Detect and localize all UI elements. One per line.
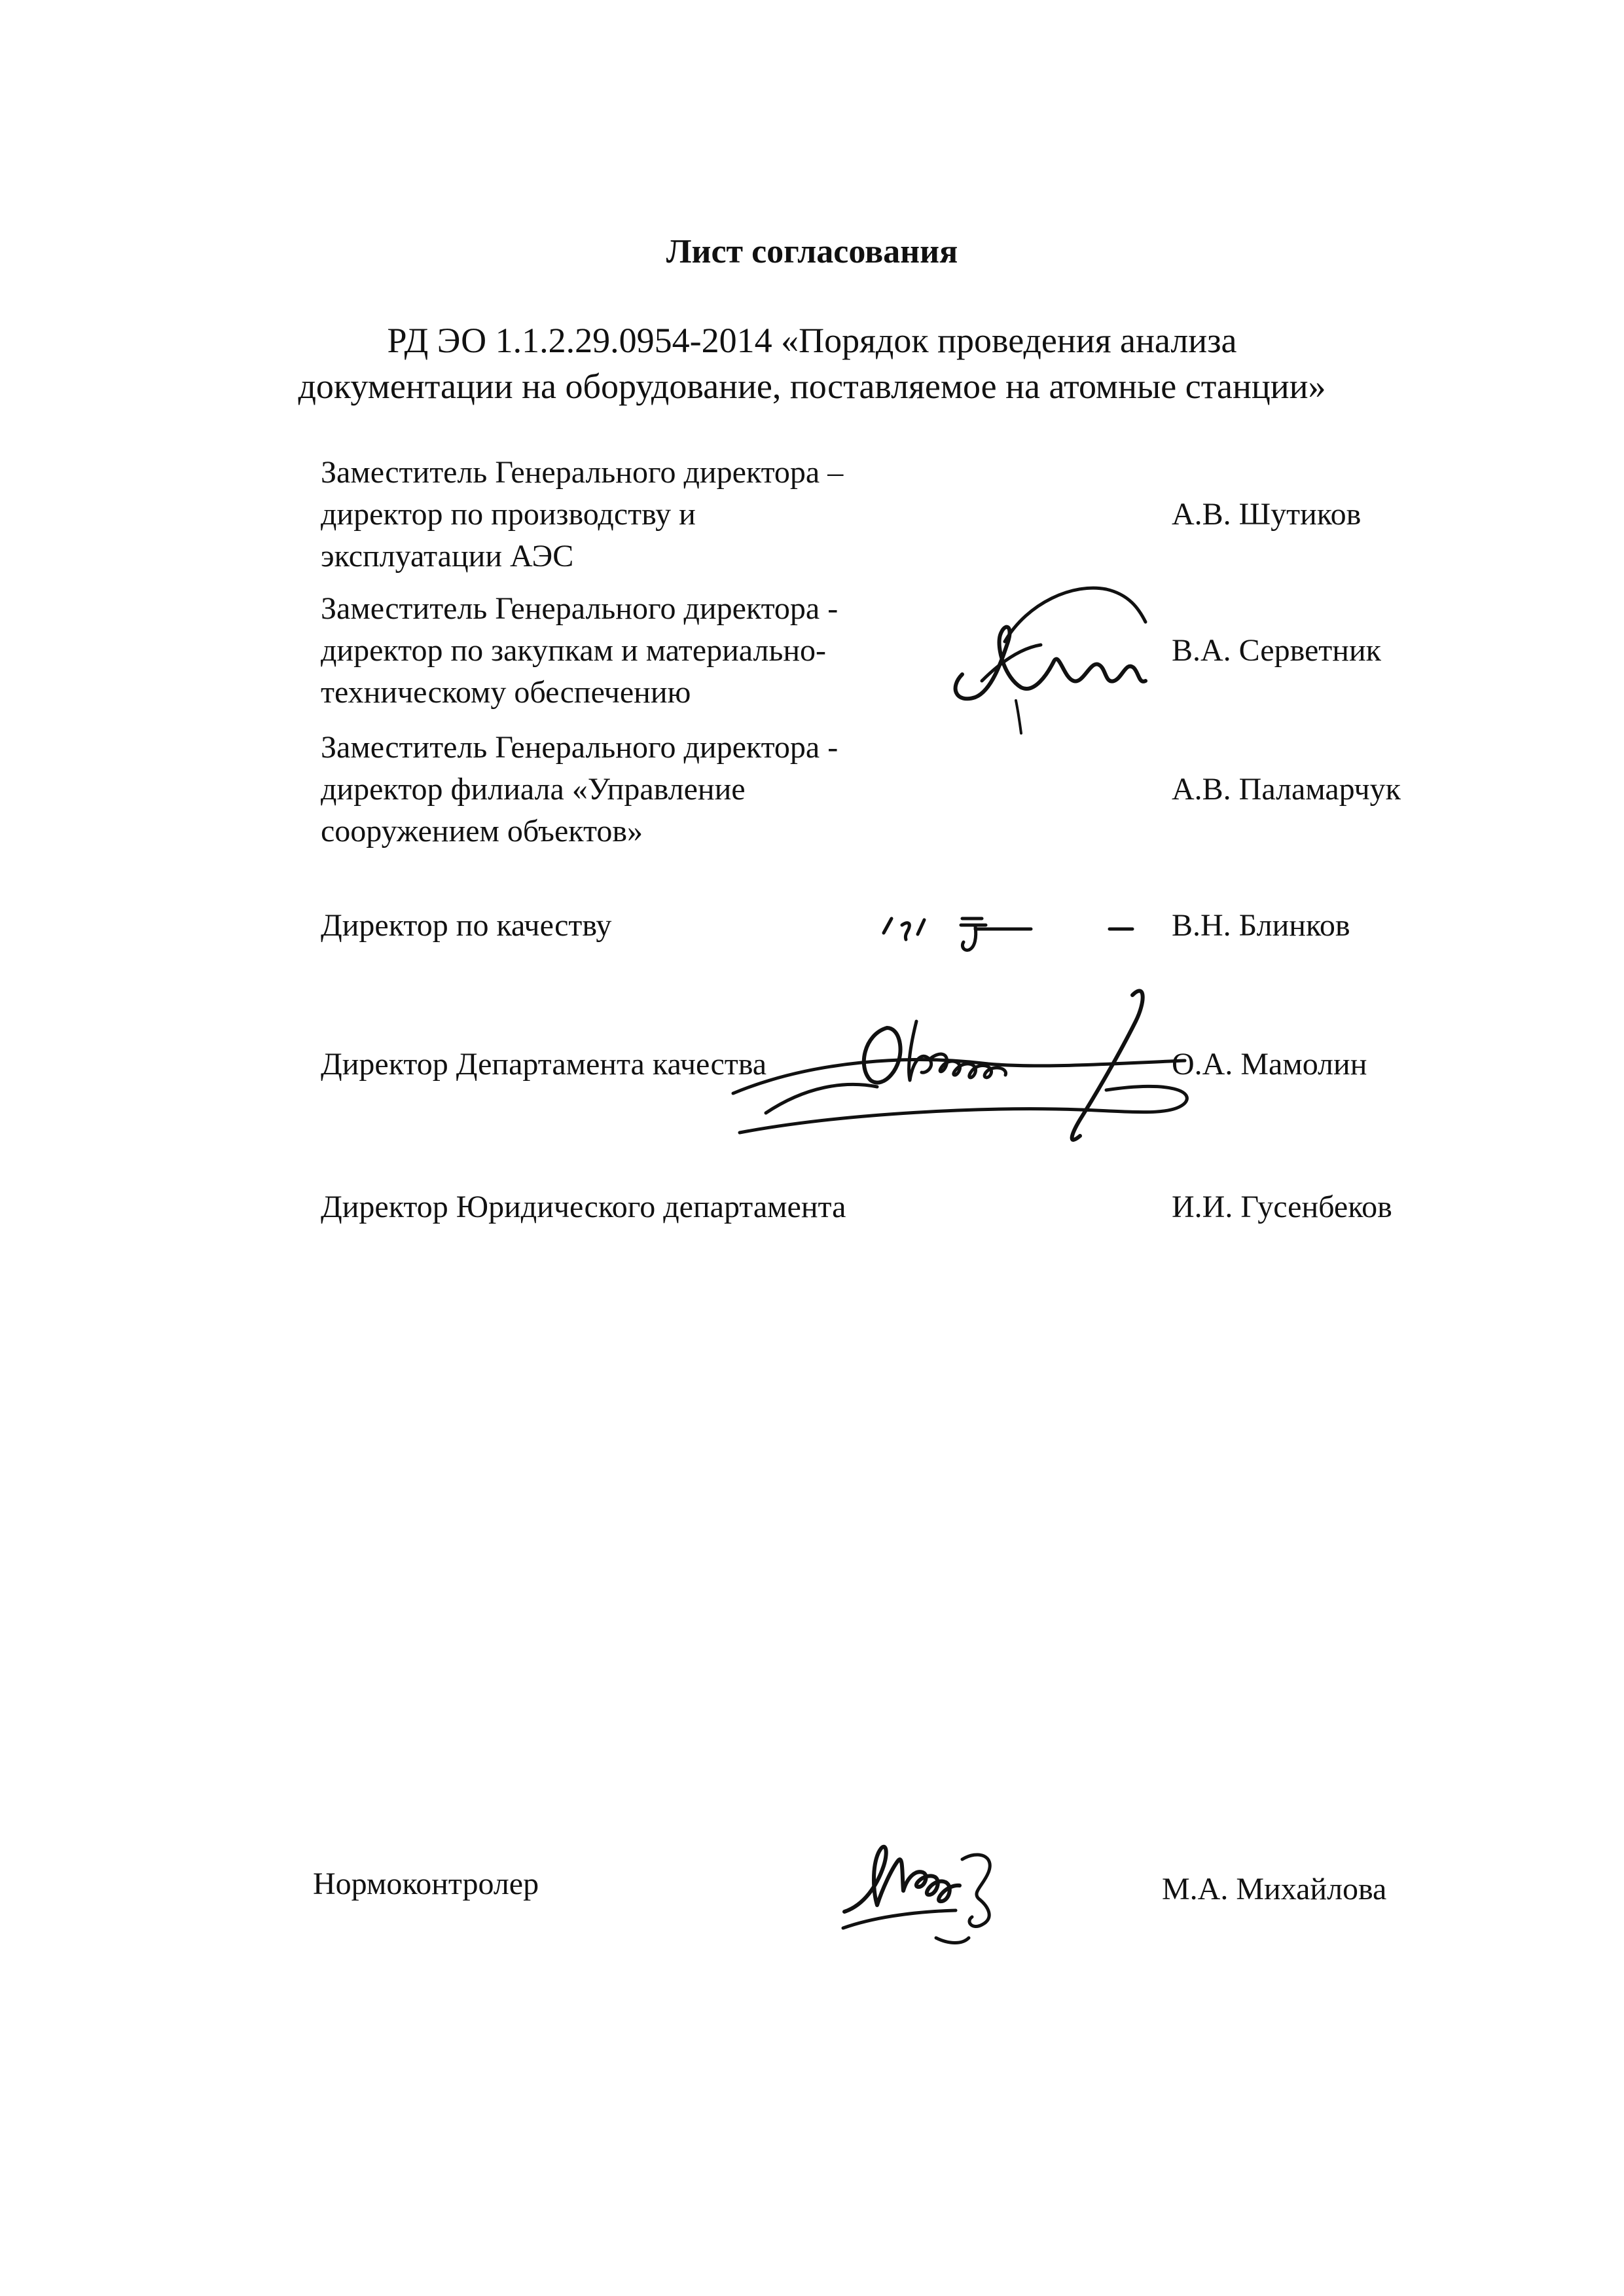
position-line: сооружением объектов» xyxy=(321,814,643,848)
approver-position xyxy=(321,452,910,577)
position-line: техническому обеспечению xyxy=(321,675,691,710)
signature-servetnik xyxy=(943,563,1178,753)
signature-blinkov xyxy=(877,907,1139,959)
position-line: директор филиала «Управление xyxy=(321,772,746,807)
approver-name: И.И. Гусенбеков xyxy=(1172,1190,1392,1224)
approver-name: В.А. Серветник xyxy=(1172,633,1381,668)
position-line: Заместитель Генерального директора - xyxy=(321,730,839,765)
approver-name: А.В. Шутиков xyxy=(1172,497,1362,532)
position-line: Заместитель Генерального директора – xyxy=(321,455,844,490)
position-line: Директор по качеству xyxy=(321,908,612,943)
signature-mikhaylova xyxy=(831,1813,1028,1964)
approver-position xyxy=(321,905,910,947)
signature-mamolin xyxy=(713,982,1218,1178)
document-subject xyxy=(0,318,1624,409)
document-subject-line: РД ЭО 1.1.2.29.0954-2014 «Порядок проведения анализа xyxy=(387,321,1237,360)
approver-name: В.Н. Блинков xyxy=(1172,908,1350,943)
position-line: Директор Департамента качества xyxy=(321,1047,767,1082)
approver-position xyxy=(321,1186,910,1228)
position-line: директор по закупкам и материально- xyxy=(321,633,827,668)
normcontroller-name: М.А. Михайлова xyxy=(1162,1872,1387,1906)
approver-position xyxy=(321,727,910,852)
position-line: эксплуатации АЭС xyxy=(321,539,574,574)
approver-name: А.В. Паламарчук xyxy=(1172,772,1401,807)
position-line: Директор Юридического департамента xyxy=(321,1190,846,1224)
approver-position xyxy=(321,588,910,714)
approver-name: О.А. Мамолин xyxy=(1172,1047,1367,1082)
sheet-title: Лист согласования xyxy=(666,233,958,270)
position-line: директор по производству и xyxy=(321,497,696,532)
position-line: Заместитель Генерального директора - xyxy=(321,591,839,626)
document-subject-line: документации на оборудование, поставляемое на атомные станции» xyxy=(298,367,1326,406)
normcontroller-position: Нормоконтролер xyxy=(313,1867,539,1901)
